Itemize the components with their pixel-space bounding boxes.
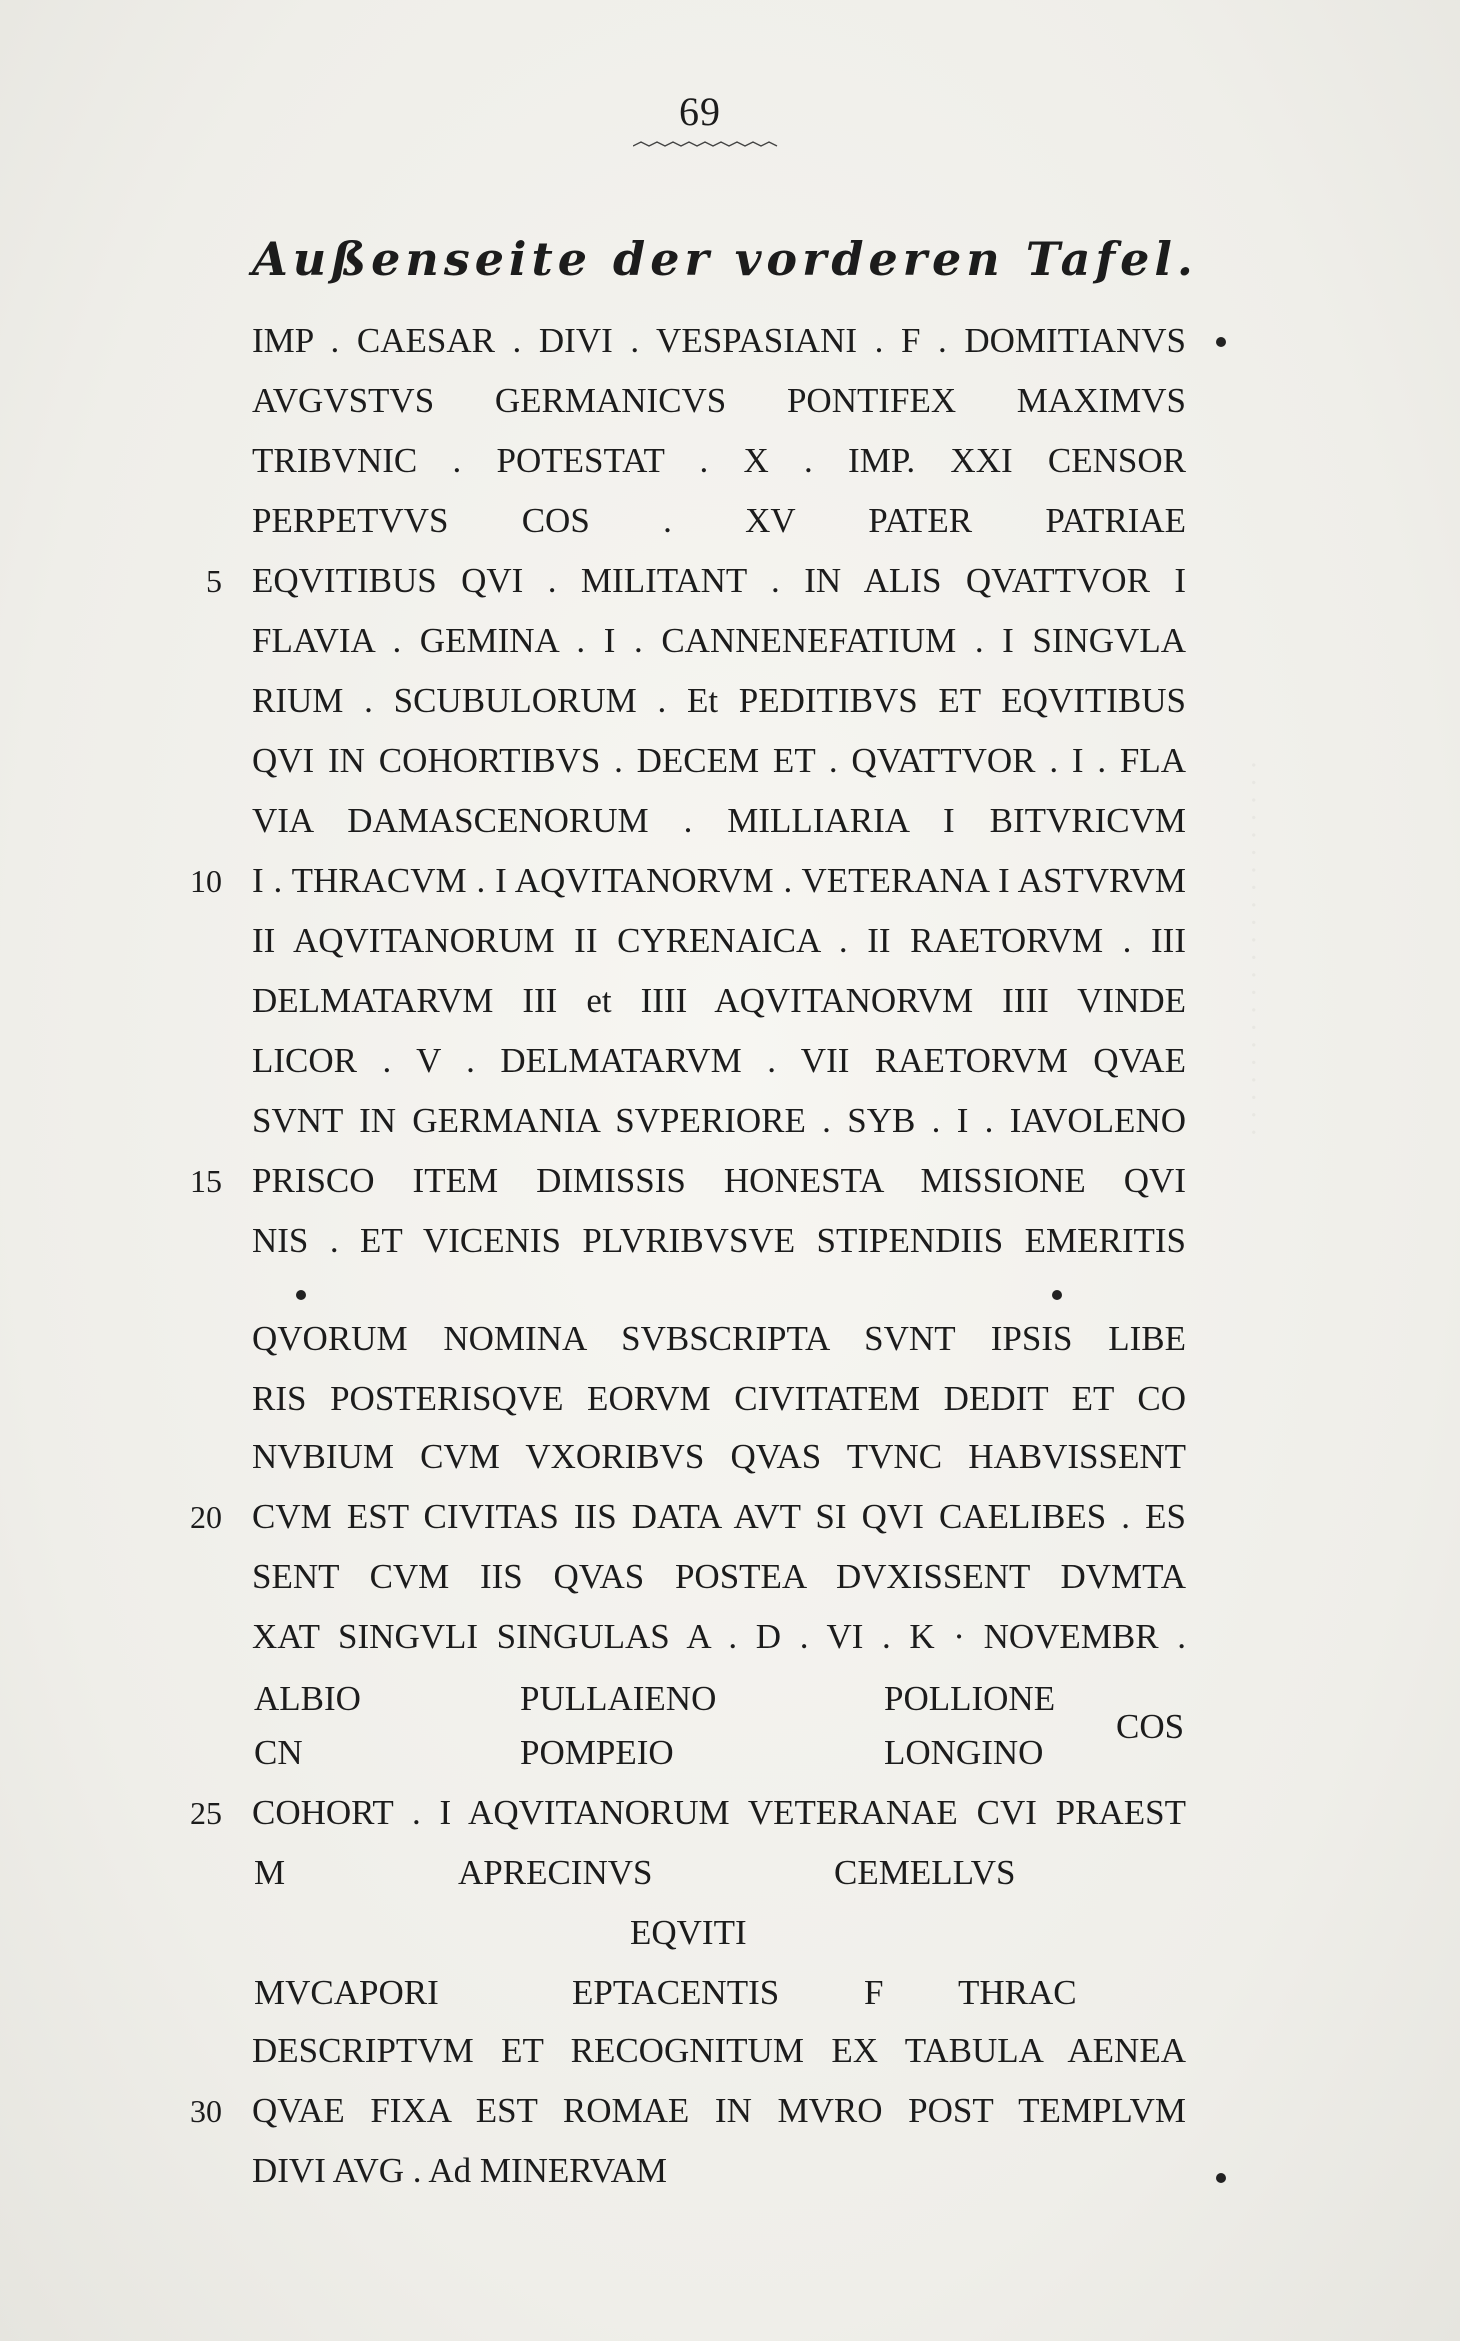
- section-heading: Außenseite der vorderen Tafel.: [252, 232, 1198, 286]
- line-number: 30: [190, 2093, 222, 2129]
- inscription-line: TRIBVNIC . POTESTAT . X . IMP. XXI CENSOR: [252, 441, 1186, 480]
- officer-name: M: [254, 1853, 286, 1892]
- line-number: 10: [190, 863, 222, 899]
- hole-dot: [1052, 1290, 1062, 1300]
- page-number: 69: [679, 89, 721, 134]
- hole-dot: [1216, 337, 1226, 347]
- inscription-line: QVI IN COHORTIBVS . DECEM ET . QVATTVOR . I . FLA: [252, 741, 1186, 780]
- officer-name: CEMELLVS: [834, 1853, 1016, 1892]
- soldier-name: MVCAPORI: [254, 1973, 439, 2012]
- consul-name: LONGINO: [884, 1733, 1044, 1772]
- hole-dot: [296, 1290, 306, 1300]
- bleed-through-texture: [1236, 760, 1270, 1137]
- inscription-line: II AQVITANORUM II CYRENAICA . II RAETORVM . III: [252, 921, 1186, 960]
- officer-name: APRECINVS: [458, 1853, 653, 1892]
- consul-name: CN: [254, 1733, 303, 1772]
- consul-name: POMPEIO: [520, 1733, 674, 1772]
- consul-name: PULLAIENO: [520, 1679, 717, 1718]
- inscription-line: LICOR . V . DELMATARVM . VII RAETORVM QVAE: [252, 1041, 1186, 1080]
- inscription-line: XAT SINGVLI SINGULAS A . D . VI . K · NOVEMBR .: [252, 1617, 1186, 1656]
- inscription-line: DELMATARVM III et IIII AQVITANORVM IIII VINDE: [252, 981, 1186, 1020]
- page-number-rule: [633, 140, 781, 148]
- inscription-line: RIS POSTERISQVE EORVM CIVITATEM DEDIT ET CO: [252, 1379, 1186, 1418]
- inscription-line: QVAE FIXA EST ROMAE IN MVRO POST TEMPLVM: [252, 2091, 1186, 2130]
- consul-cos: COS: [1116, 1707, 1185, 1746]
- soldier-name: EPTACENTIS: [572, 1973, 780, 2012]
- line-number: 5: [206, 563, 222, 599]
- inscription-line: QVORUM NOMINA SVBSCRIPTA SVNT IPSIS LIBE: [252, 1319, 1186, 1358]
- inscription-line: DESCRIPTVM ET RECOGNITUM EX TABULA AENEA: [252, 2031, 1186, 2070]
- inscription-line: PERPETVVS COS . XV PATER PATRIAE: [252, 501, 1186, 540]
- soldier-name: F: [864, 1973, 884, 2012]
- inscription-line: EQVITIBUS QVI . MILITANT . IN ALIS QVATTVOR I: [252, 561, 1186, 600]
- inscription-line: I . THRACVM . I AQVITANORVM . VETERANA I ASTVRVM: [252, 861, 1186, 900]
- inscription-line: DIVI AVG . Ad MINERVAM: [252, 2151, 667, 2190]
- inscription-line: PRISCO ITEM DIMISSIS HONESTA MISSIONE QVI: [252, 1161, 1186, 1200]
- consul-name: POLLIONE: [884, 1679, 1056, 1718]
- inscription-line: SENT CVM IIS QVAS POSTEA DVXISSENT DVMTA: [252, 1557, 1186, 1596]
- soldier-name: THRAC: [958, 1973, 1077, 2012]
- inscription-line: COHORT . I AQVITANORUM VETERANAE CVI PRAEST: [252, 1793, 1186, 1832]
- consul-name: ALBIO: [254, 1679, 361, 1718]
- inscription-line: SVNT IN GERMANIA SVPERIORE . SYB . I . IAVOLENO: [252, 1101, 1186, 1140]
- inscription-line: CVM EST CIVITAS IIS DATA AVT SI QVI CAELIBES . ES: [252, 1497, 1186, 1536]
- hole-dot: [1216, 2173, 1226, 2183]
- inscription-line: RIUM . SCUBULORUM . Et PEDITIBVS ET EQVITIBUS: [252, 681, 1186, 720]
- inscription-line: NVBIUM CVM VXORIBVS QVAS TVNC HABVISSENT: [252, 1437, 1186, 1476]
- inscription-line: IMP . CAESAR . DIVI . VESPASIANI . F . DOMITIANVS: [252, 321, 1186, 360]
- inscription-line: AVGVSTVS GERMANICVS PONTIFEX MAXIMVS: [252, 381, 1186, 420]
- inscription-line: FLAVIA . GEMINA . I . CANNENEFATIUM . I SINGVLA: [252, 621, 1186, 660]
- equiti-label: EQVITI: [630, 1913, 747, 1952]
- line-number: 25: [190, 1795, 222, 1831]
- line-number: 15: [190, 1163, 222, 1199]
- inscription-line: NIS . ET VICENIS PLVRIBVSVE STIPENDIIS EMERITIS: [252, 1221, 1186, 1260]
- inscription-line: VIA DAMASCENORUM . MILLIARIA I BITVRICVM: [252, 801, 1186, 840]
- line-number: 20: [190, 1499, 222, 1535]
